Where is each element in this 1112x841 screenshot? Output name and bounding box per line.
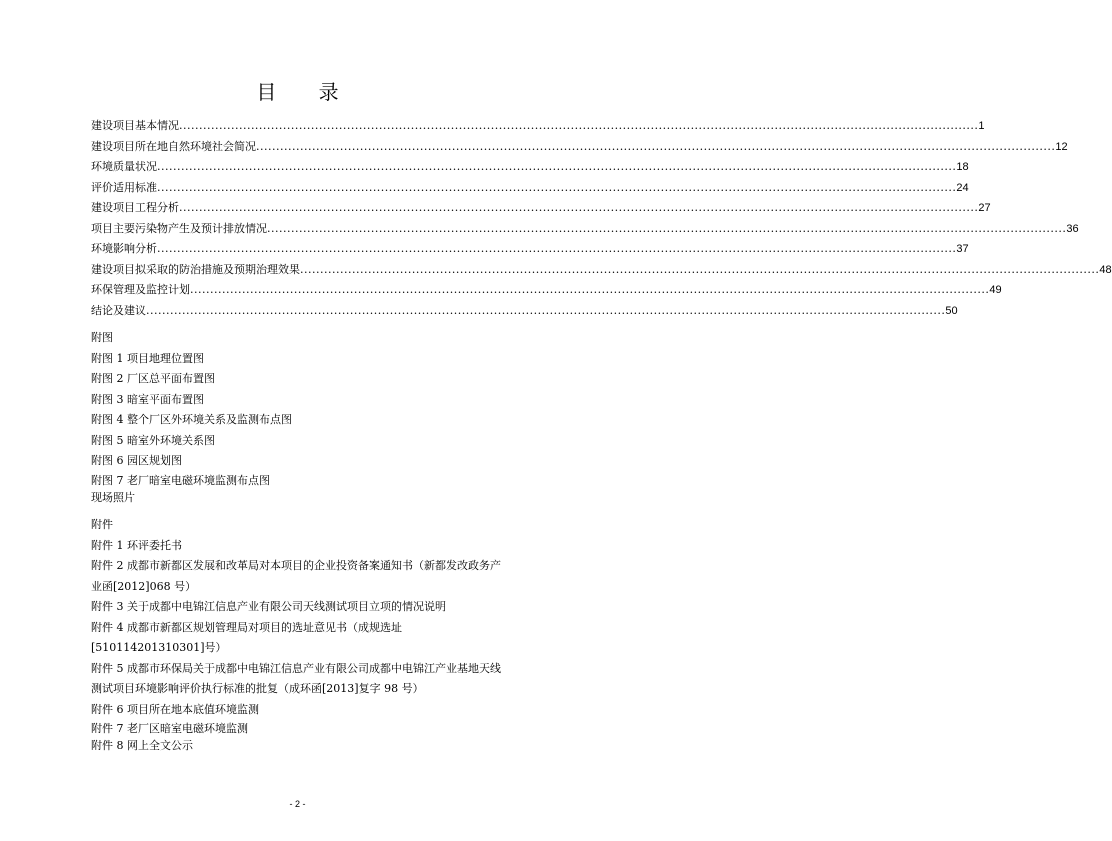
figures-heading: 附图 (91, 331, 113, 344)
toc-leader: ........................................................................................................................................................................................................ (267, 221, 1067, 235)
toc-entry-page: 48 (1099, 263, 1112, 276)
toc-leader: ........................................................................................................................................................................................................ (146, 303, 946, 317)
attachment-item: 附件 3 关于成都中电锦江信息产业有限公司天线测试项目立项的情况说明 (91, 600, 446, 613)
toc-entry-label: 建设项目工程分析 (91, 201, 179, 214)
toc-entry[interactable] (91, 239, 969, 260)
toc-entry-label: 环境影响分析 (91, 242, 157, 255)
page-number: - 2 - (289, 799, 306, 809)
toc-entry-page: 1 (978, 120, 985, 132)
toc-entry[interactable] (91, 137, 1068, 158)
toc-entry[interactable] (91, 157, 969, 178)
toc-entry-page: 49 (989, 284, 1002, 296)
toc-entry[interactable] (91, 280, 1002, 301)
toc-entry-page: 24 (956, 181, 969, 194)
attachments-heading: 附件 (91, 518, 113, 531)
toc-entry-label: 建设项目基本情况 (91, 119, 179, 132)
toc-entry[interactable] (91, 301, 958, 322)
attachment-item: 附件 5 成都市环保局关于成都中电锦江信息产业有限公司成都中电锦江产业基地天线测试项目环境影响评价执行标准的批复（成环函[2013]复字 98 号） (91, 661, 501, 695)
figure-item: 附图 4 整个厂区外环境关系及监测布点图 (91, 413, 292, 426)
toc-entry-page: 12 (1055, 140, 1068, 153)
attachments-section (91, 515, 511, 754)
toc-entry-label: 环境质量状况 (91, 160, 157, 173)
figure-item: 附图 6 园区规划图 (91, 454, 182, 467)
table-of-contents (91, 116, 1112, 321)
toc-entry-page: 18 (956, 161, 969, 173)
figure-item: 附图 7 老厂暗室电磁环境监测布点图 (91, 473, 270, 487)
toc-entry-page: 36 (1066, 222, 1079, 235)
attachment-item: 附件 8 网上全文公示 (91, 739, 193, 752)
toc-leader: ........................................................................................................................................................................................................ (300, 262, 1100, 276)
toc-entry[interactable] (91, 116, 985, 137)
toc-entry-label: 结论及建议 (91, 303, 146, 317)
toc-leader: ........................................................................................................................................................................................................ (157, 180, 957, 194)
attachment-item: 附件 2 成都市新都区发展和改革局对本项目的企业投资备案通知书（新都发改政务产业函[2012]068 号） (91, 559, 501, 593)
toc-leader: ........................................................................................................................................................................................................ (190, 283, 990, 296)
toc-leader: ........................................................................................................................................................................................................ (157, 242, 957, 255)
attachment-item: 附件 4 成都市新都区规划管理局对项目的选址意见书（成规选址[510114201310301]号） (91, 620, 402, 654)
attachment-item: 附件 6 项目所在地本底值环境监测 (91, 702, 259, 716)
toc-entry[interactable] (91, 178, 969, 199)
page-title: 目 录 (256, 80, 357, 104)
toc-leader: ........................................................................................................................................................................................................ (179, 201, 979, 214)
toc-entry[interactable] (91, 198, 991, 219)
figure-item: 现场照片 (91, 490, 135, 504)
toc-entry[interactable] (91, 260, 1112, 281)
toc-leader: ........................................................................................................................................................................................................ (179, 119, 979, 132)
toc-leader: ........................................................................................................................................................................................................ (256, 139, 1056, 153)
toc-entry-label: 建设项目拟采取的防治措施及预期治理效果 (91, 262, 300, 276)
toc-entry-page: 50 (945, 304, 958, 317)
toc-entry[interactable] (91, 219, 1079, 240)
figure-item: 附图 1 项目地理位置图 (91, 351, 204, 365)
figures-section (91, 328, 511, 506)
toc-leader: ........................................................................................................................................................................................................ (157, 160, 957, 173)
toc-entry-label: 建设项目所在地自然环境社会简况 (91, 139, 256, 153)
attachment-item: 附件 7 老厂区暗室电磁环境监测 (91, 722, 248, 735)
figure-item: 附图 2 厂区总平面布置图 (91, 372, 215, 385)
figure-item: 附图 5 暗室外环境关系图 (91, 433, 215, 447)
toc-entry-page: 37 (956, 243, 969, 255)
figure-item: 附图 3 暗室平面布置图 (91, 392, 204, 406)
toc-entry-label: 环保管理及监控计划 (91, 283, 190, 296)
toc-entry-label: 评价适用标准 (91, 180, 157, 194)
attachment-item: 附件 1 环评委托书 (91, 538, 182, 552)
toc-entry-page: 27 (978, 202, 991, 214)
toc-entry-label: 项目主要污染物产生及预计排放情况 (91, 221, 267, 235)
